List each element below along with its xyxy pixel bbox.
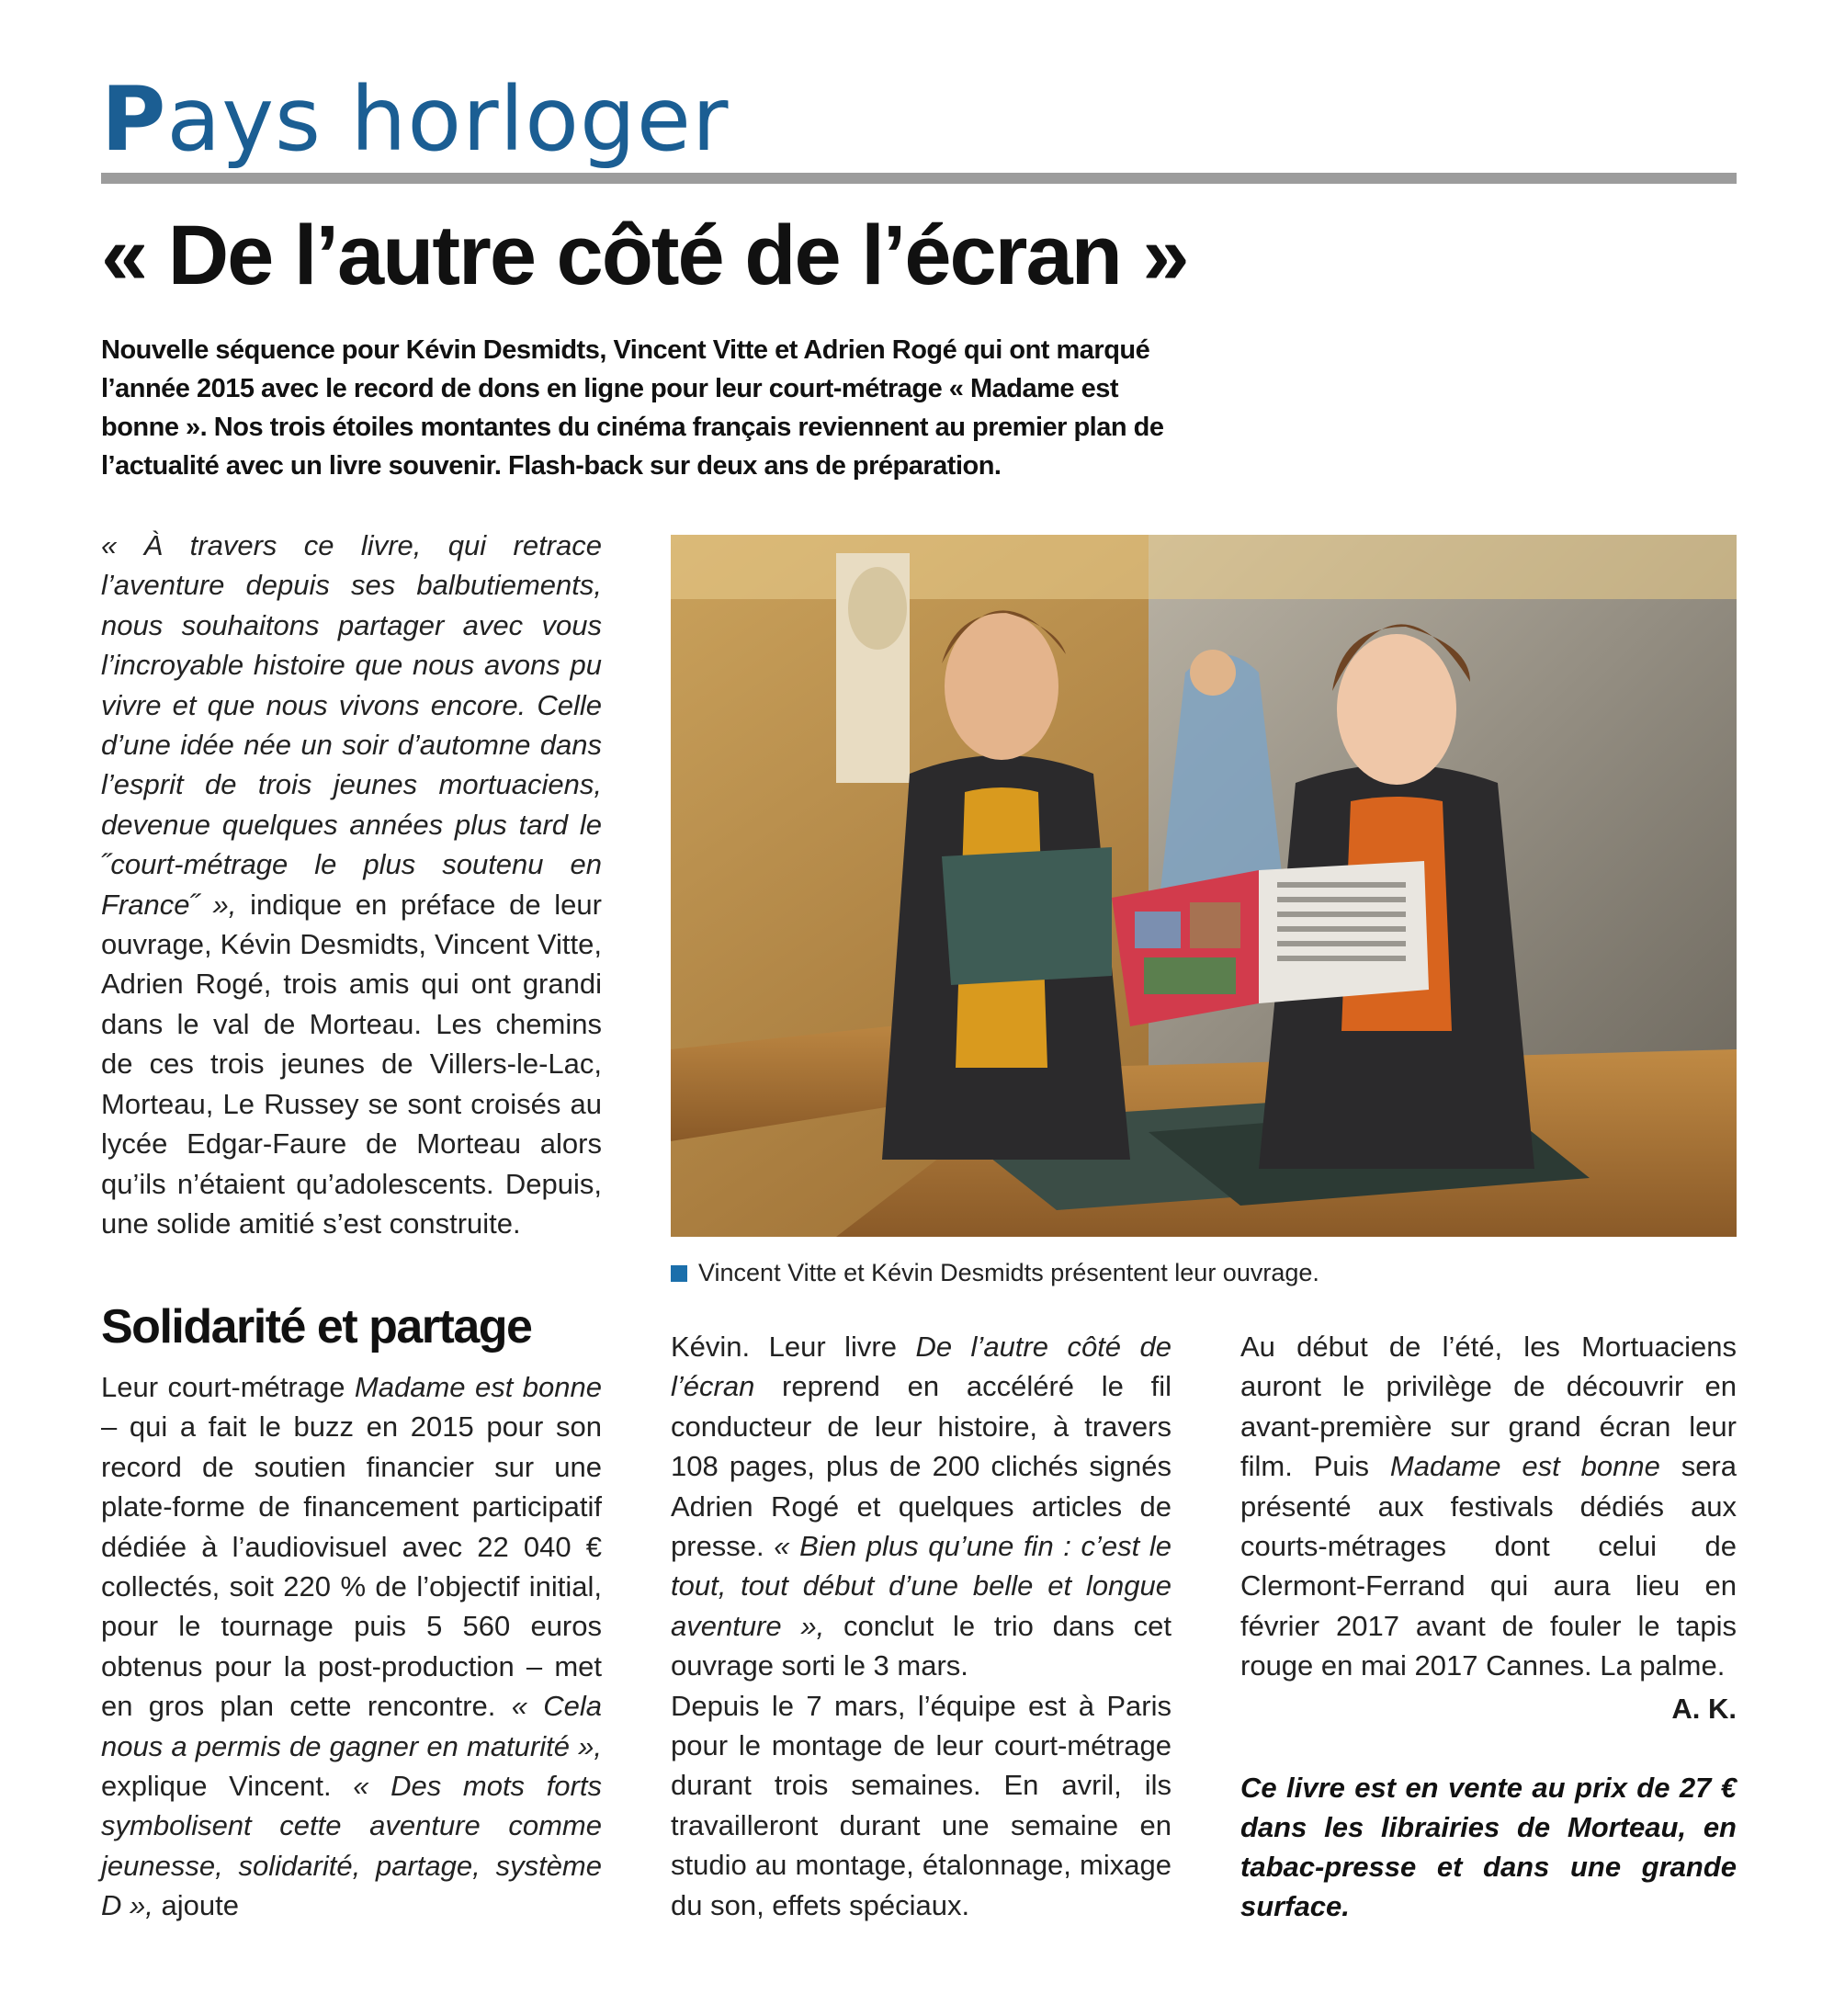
solidarite-text-2: – qui a fait le buzz en 2015 pour son record de soutien financier sur une plate-forme de financement participatif dédiée à l’audiovisuel avec 22 040 € collectés, soit 220 % de l’objectif initial, pour le tournage puis 5 560 euros obtenus pour la post-production – met en gros plan cette rencontre.: [101, 1410, 602, 1723]
sales-note: Ce livre est en vente au prix de 27 € dans les librairies de Morteau, en tabac-presse et dans une grande surface.: [1240, 1772, 1737, 1922]
section-header-rest: ays horloger: [166, 68, 730, 171]
paris-paragraph: Depuis le 7 mars, l’équipe est à Paris pour le montage de leur court-métrage durant trois semaines. En avril, ils travailleront durant une semaine en studio au montage, étalonnage, mixage du son, effets spéciaux.: [671, 1689, 1172, 1921]
solidarite-paragraph: [101, 1367, 602, 1926]
intro-column: [101, 526, 602, 1243]
photo-caption-text: Vincent Vitte et Kévin Desmidts présentent leur ouvrage.: [698, 1259, 1319, 1286]
solidarite-column: [101, 1367, 602, 1926]
intro-paragraph: [101, 526, 602, 1243]
right-column: [1240, 1327, 1737, 1686]
quote-maturite: « Cela nous a permis de gagner en maturité »,: [101, 1690, 603, 1762]
intro-text: indique en préface de leur ouvrage, Kévin Desmidts, Vincent Vitte, Adrien Rogé, trois amis qui ont grandi dans le val de Morteau. Les chemins de ces trois jeunes de Villers-le-Lac, Morteau, Le Russey se sont croisés au lycée Edgar-Faure de Morteau alors qu’ils n’étaient qu’adolescents. Depuis, une solide amitié s’est construite.: [101, 888, 602, 1240]
book-title: De l’autre côté de l’écran: [671, 1331, 1172, 1403]
section-header-initial: P: [101, 68, 167, 171]
quote-mots-forts: « Des mots forts symbolisent cette aventure comme jeunesse, solidarité, partage, système D »,: [101, 1770, 602, 1922]
photo-illustration: [671, 535, 1737, 1237]
author-signature: A. K.: [1671, 1693, 1737, 1725]
section-header: [101, 68, 730, 171]
film-title: Madame est bonne: [354, 1371, 602, 1403]
book-text-3: conclut le trio dans cet ouvrage sorti le 3 mars.: [671, 1609, 1172, 1682]
middle-column: [671, 1327, 1172, 1925]
photo-caption: [671, 1257, 1737, 1288]
solidarite-text-4: ajoute: [153, 1889, 239, 1922]
festival-text-2: sera présenté aux festivals dédiés aux courts-métrages dont celui de Clermont-Ferrand qui aura lieu en février 2017 avant de fouler le tapis rouge en mai 2017 Cannes. La palme.: [1240, 1450, 1737, 1682]
festival-text-1: Au début de l’été, les Mortuaciens auront le privilège de découvrir en avant-première sur grand écran leur film. Puis: [1240, 1331, 1737, 1483]
book-text-1: Kévin. Leur livre: [671, 1331, 916, 1363]
solidarite-text-3: explique Vincent.: [101, 1770, 354, 1803]
film-title-2: Madame est bonne: [1389, 1450, 1660, 1483]
caption-marker-icon: [671, 1265, 687, 1282]
book-paragraph: [671, 1327, 1172, 1686]
solidarite-text-1: Leur court-métrage: [101, 1371, 355, 1403]
article-photo: [671, 535, 1737, 1237]
lead-paragraph: Nouvelle séquence pour Kévin Desmidts, Vincent Vitte et Adrien Rogé qui ont marqué l’année 2015 avec le record de dons en ligne pour leur court-métrage « Madame est bonne ». Nos trois étoiles montantes du cinéma français reviennent au premier plan de l’actualité avec un livre souvenir. Flash-back sur deux ans de préparation.: [101, 335, 1164, 481]
section-divider: [101, 173, 1737, 184]
headline: « De l’autre côté de l’écran »: [101, 209, 1188, 302]
festival-paragraph: [1240, 1327, 1737, 1686]
quote-belle-aventure: « Bien plus qu’une fin : c’est le tout, tout début d’une belle et longue aventure »,: [671, 1530, 1172, 1642]
book-text-2: reprend en accéléré le fil conducteur de leur histoire, à travers 108 pages, plus de 200 clichés signés Adrien Rogé et quelques articles de presse.: [671, 1370, 1172, 1563]
intro-quote: « À travers ce livre, qui retrace l’aventure depuis ses balbutiements, nous souhaitons partager avec vous l’incroyable histoire que nous avons pu vivre et que nous vivons encore. Celle d’une idée née un soir d’automne dans l’esprit de trois jeunes mortuaciens, devenue quelques années plus tard le ˝court-métrage le plus soutenu en France˝ »,: [101, 529, 602, 921]
subheading: Solidarité et partage: [101, 1300, 532, 1353]
